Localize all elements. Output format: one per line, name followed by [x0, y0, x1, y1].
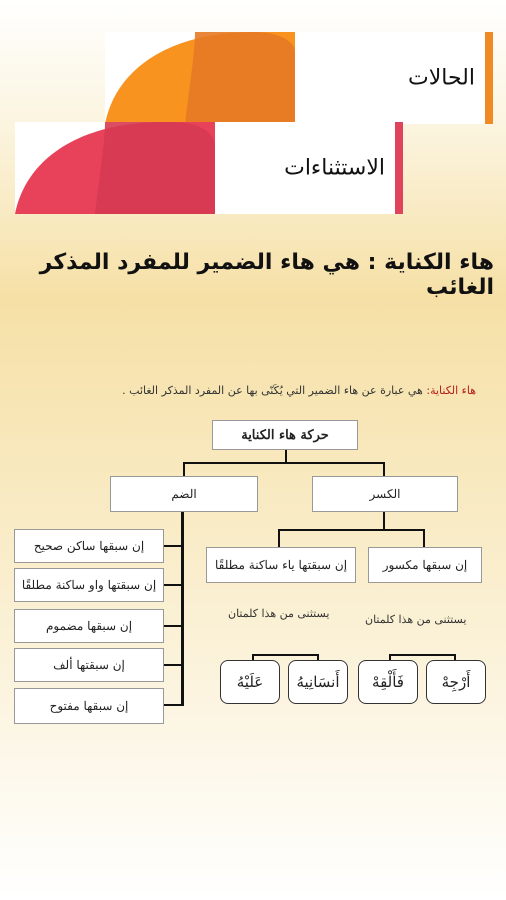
connector-line [278, 529, 425, 531]
connector-line [164, 625, 183, 627]
definition-heading: هاء الكناية : هي هاء الضمير للمفرد المذكر الغائب [39, 250, 494, 300]
connector-line [423, 529, 425, 547]
orange-petal-decoration [105, 32, 295, 124]
connector-line [164, 545, 183, 547]
damm-case-box: إن سبقها مفتوح [14, 688, 164, 724]
connector-line [181, 510, 184, 706]
orange-accent-bar [485, 32, 493, 124]
connector-line [389, 654, 456, 656]
definition-text: هي عبارة عن هاء الضمير التي يُكَنّى بها عن المفرد المذكر الغائب . [122, 384, 427, 397]
exception-word-box: أَرْجِهْ [426, 660, 486, 704]
exception-caption: يستثنى من هذا كلمتان [228, 607, 330, 620]
damm-case-box: إن سبقتها واو ساكنة مطلقًا [14, 568, 164, 602]
damm-case-box: إن سبقها مضموم [14, 609, 164, 643]
connector-line [164, 664, 183, 666]
connector-line [252, 654, 319, 656]
kasr-case-box: إن سبقتها ياء ساكنة مطلقًا [206, 547, 356, 583]
menu-item-cases-label: الحالات [408, 65, 475, 91]
connector-line [278, 529, 280, 547]
connector-line [383, 512, 385, 530]
connector-line [183, 462, 185, 476]
diagram-root-box: حركة هاء الكناية [212, 420, 358, 450]
definition-term: هاء الكناية: [426, 384, 476, 397]
exception-word-box: عَلَيْهُ [220, 660, 280, 704]
menu-item-exceptions[interactable] [15, 122, 403, 214]
red-petal-decoration [15, 122, 215, 214]
connector-line [164, 584, 183, 586]
menu-item-cases[interactable] [105, 32, 493, 124]
damm-branch-box: الضم [110, 476, 258, 512]
damm-case-box: إن سبقها ساكن صحيح [14, 529, 164, 563]
menu-item-exceptions-label: الاستثناءات [284, 155, 385, 181]
connector-line [383, 462, 385, 476]
definition-note [26, 384, 476, 397]
red-accent-bar [395, 122, 403, 214]
exception-word-box: فَأَلْقِهْ [358, 660, 418, 704]
exception-caption: يستثنى من هذا كلمتان [365, 613, 467, 626]
connector-line [164, 704, 183, 706]
damm-case-box: إن سبقتها ألف [14, 648, 164, 682]
kasr-branch-box: الكسر [312, 476, 458, 512]
exception-word-box: أَنسَانِيهُ [288, 660, 348, 704]
kasr-case-box: إن سبقها مكسور [368, 547, 482, 583]
connector-line [183, 462, 385, 464]
